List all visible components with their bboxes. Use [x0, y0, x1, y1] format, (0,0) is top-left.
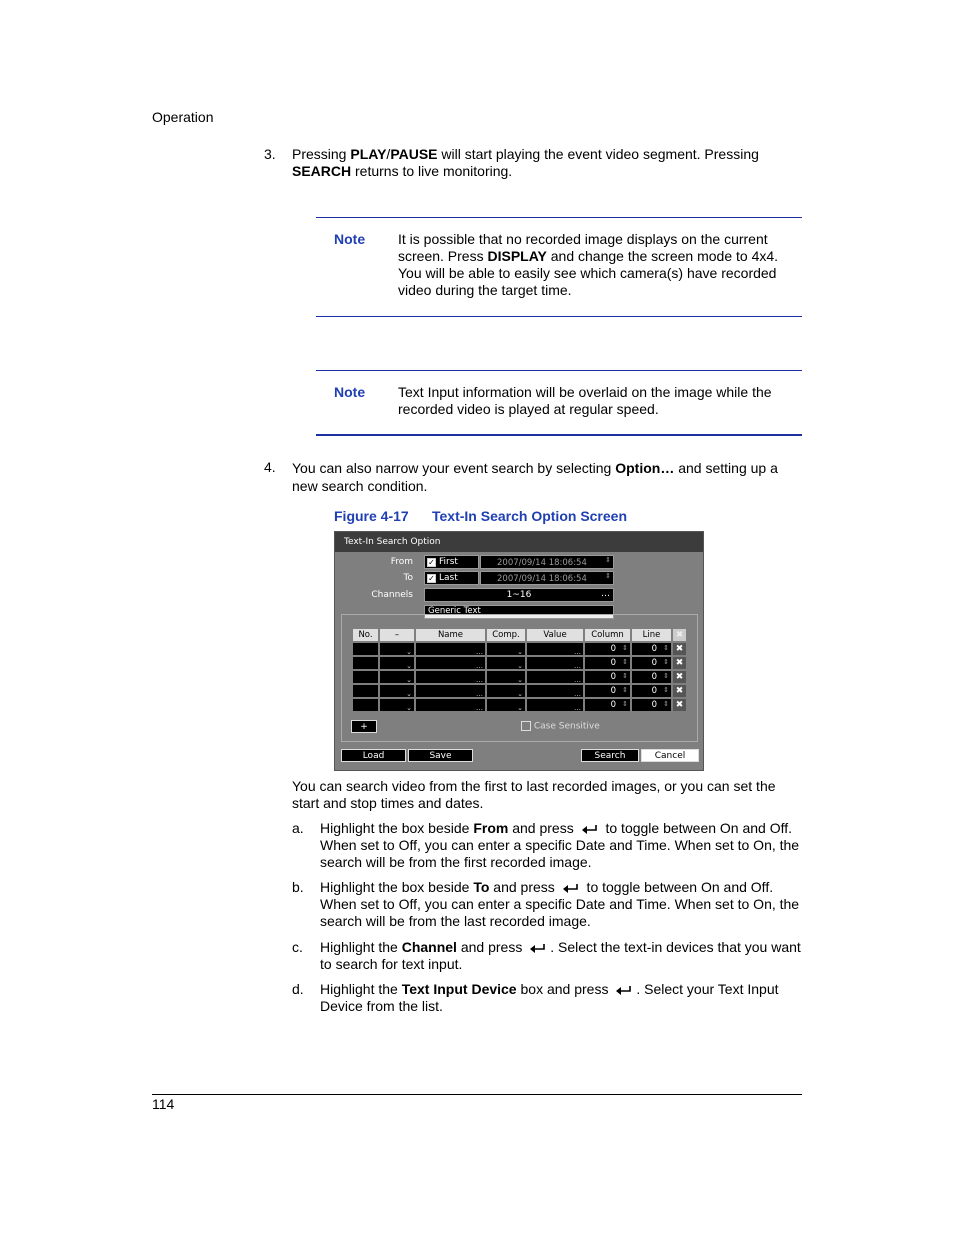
- footer-rule: [152, 1094, 802, 1095]
- line-cell[interactable]: 0 ⇕: [632, 671, 671, 683]
- line-cell[interactable]: 0 ⇕: [632, 643, 671, 655]
- dropdown-icon: ⌄: [406, 676, 412, 684]
- text-in-search-option-screen: [334, 531, 704, 771]
- table-row[interactable]: [353, 699, 686, 711]
- ellipsis-icon: …: [476, 648, 483, 656]
- text-input-device-select[interactable]: Generic Text ▼: [424, 605, 614, 619]
- spin-icon: ⇕: [622, 658, 628, 666]
- dropdown-icon: ⌄: [406, 704, 412, 712]
- dropdown-icon: ⌄: [517, 662, 523, 670]
- add-button[interactable]: +: [351, 720, 377, 733]
- col-dash: –: [380, 629, 414, 641]
- dropdown-icon: ⌄: [406, 690, 412, 698]
- line-cell[interactable]: 0 ⇕: [632, 699, 671, 711]
- step-number: 4.: [264, 459, 276, 475]
- note-rule-top: [316, 370, 802, 371]
- value-cell[interactable]: [527, 699, 583, 711]
- dash-cell[interactable]: [380, 643, 414, 655]
- item-d-text: Highlight the Text Input Device box and press . Select your Text Input Device from the list.: [320, 981, 779, 1014]
- name-cell[interactable]: [416, 685, 485, 697]
- item-b-text: Highlight the box beside To and press to toggle between On and Off. When set to Off, you can enter a specific Date and Time. When set to On, the search will be from the last recorded image.: [320, 879, 800, 929]
- name-cell[interactable]: [416, 657, 485, 669]
- dash-cell[interactable]: [380, 699, 414, 711]
- note-rule-bottom: [316, 316, 802, 317]
- item-letter: b.: [292, 879, 304, 895]
- spin-icon: ⇕: [622, 686, 628, 694]
- table-row[interactable]: [353, 643, 686, 655]
- spin-icon: ⇕: [663, 700, 669, 708]
- to-date-field[interactable]: 2007/09/14 18:06:54 ⇕: [480, 571, 614, 585]
- step-3-text: Pressing PLAY/PAUSE will start playing the event video segment. Pressing SEARCH returns to live monitoring.: [292, 146, 759, 179]
- to-label: To: [403, 573, 413, 583]
- item-c-text: Highlight the Channel and press . Select the text-in devices that you want to search for text input.: [320, 939, 801, 972]
- delete-row-icon[interactable]: ✖: [673, 657, 686, 669]
- step-4-text: You can also narrow your event search by selecting Option… and setting up a new search condition.: [292, 460, 778, 494]
- running-header: Operation: [152, 109, 214, 125]
- delete-all-icon: ✖: [673, 629, 686, 641]
- value-cell[interactable]: [527, 643, 583, 655]
- condition-table: [351, 627, 688, 713]
- spin-icon: ⇕: [605, 572, 611, 580]
- dropdown-icon: ⌄: [406, 662, 412, 670]
- enter-key-icon: [581, 824, 599, 835]
- item-a-text: Highlight the box beside From and press to toggle between On and Off. When set to Off, you can enter a specific Date and Time. When set to On, the search will be from the first recorded image.: [320, 820, 800, 870]
- no-cell[interactable]: [353, 671, 378, 683]
- value-cell[interactable]: [527, 671, 583, 683]
- enter-key-icon: [562, 883, 580, 894]
- ellipsis-icon: …: [476, 662, 483, 670]
- table-row[interactable]: [353, 685, 686, 697]
- note-text: It is possible that no recorded image displays on the current screen. Press DISPLAY and change the screen mode to 4x4. You will be able to easily see which camera(s) have recorded video during the target time.: [398, 231, 779, 298]
- name-cell[interactable]: [416, 643, 485, 655]
- search-range-paragraph: You can search video from the first to last recorded images, or you can set the start and stop times and dates.: [292, 778, 776, 811]
- col-comp: Comp.: [487, 629, 525, 641]
- no-cell[interactable]: [353, 657, 378, 669]
- line-cell[interactable]: 0 ⇕: [632, 685, 671, 697]
- table-row[interactable]: [353, 657, 686, 669]
- column-cell[interactable]: 0 ⇕: [585, 699, 630, 711]
- col-no: No.: [353, 629, 378, 641]
- to-last-checkbox[interactable]: ✓ Last: [424, 571, 479, 585]
- case-sensitive-checkbox[interactable]: Case Sensitive: [521, 721, 600, 732]
- dropdown-icon: ⌄: [517, 676, 523, 684]
- dropdown-icon: ⌄: [517, 704, 523, 712]
- from-label: From: [390, 557, 413, 567]
- ellipsis-icon: …: [574, 648, 581, 656]
- name-cell[interactable]: [416, 671, 485, 683]
- channels-field[interactable]: 1~16 …: [424, 588, 614, 602]
- table-header: [353, 629, 686, 641]
- dropdown-icon: ⌄: [517, 690, 523, 698]
- note-label: Note: [334, 384, 366, 400]
- ellipsis-icon: …: [574, 704, 581, 712]
- table-row[interactable]: [353, 671, 686, 683]
- column-cell[interactable]: 0 ⇕: [585, 685, 630, 697]
- item-letter: d.: [292, 981, 304, 997]
- note-text: Text Input information will be overlaid on the image while the recorded video is played at regular speed.: [398, 384, 772, 417]
- ellipsis-icon: …: [574, 690, 581, 698]
- figure-caption: Figure 4-17 Text-In Search Option Screen: [334, 508, 628, 524]
- spin-icon: ⇕: [622, 644, 628, 652]
- checkbox-icon: [521, 721, 531, 731]
- dash-cell[interactable]: [380, 685, 414, 697]
- spin-icon: ⇕: [663, 658, 669, 666]
- note-rule-top: [316, 217, 802, 218]
- enter-key-icon: [529, 943, 547, 954]
- spin-icon: ⇕: [663, 672, 669, 680]
- ellipsis-icon: …: [601, 589, 610, 599]
- spin-icon: ⇕: [622, 672, 628, 680]
- spin-icon: ⇕: [663, 686, 669, 694]
- item-letter: c.: [292, 939, 303, 955]
- column-cell[interactable]: 0 ⇕: [585, 657, 630, 669]
- enter-key-icon: [615, 985, 633, 996]
- comp-cell[interactable]: [487, 643, 525, 655]
- delete-row-icon[interactable]: ✖: [673, 643, 686, 655]
- comp-cell[interactable]: [487, 699, 525, 711]
- channels-label: Channels: [371, 590, 413, 600]
- from-first-checkbox[interactable]: ✓ First: [424, 555, 479, 569]
- screen-title-bar: Text-In Search Option: [335, 532, 703, 552]
- no-cell[interactable]: [353, 685, 378, 697]
- value-cell[interactable]: [527, 657, 583, 669]
- save-button[interactable]: Save: [408, 749, 473, 762]
- dropdown-icon: ⌄: [517, 648, 523, 656]
- ellipsis-icon: …: [476, 704, 483, 712]
- column-cell[interactable]: 0 ⇕: [585, 671, 630, 683]
- page-number: 114: [152, 1096, 175, 1112]
- line-cell[interactable]: 0 ⇕: [632, 657, 671, 669]
- step-number: 3.: [264, 146, 276, 162]
- comp-cell[interactable]: [487, 657, 525, 669]
- dash-cell[interactable]: [380, 657, 414, 669]
- ellipsis-icon: …: [574, 662, 581, 670]
- dropdown-icon: ⌄: [406, 648, 412, 656]
- col-name: Name: [416, 629, 485, 641]
- note-rule-bottom: [316, 434, 802, 436]
- spin-icon: ⇕: [663, 644, 669, 652]
- dropdown-icon: ▼: [605, 608, 610, 615]
- note-label: Note: [334, 231, 366, 247]
- ellipsis-icon: …: [476, 690, 483, 698]
- ellipsis-icon: …: [574, 676, 581, 684]
- column-cell[interactable]: 0 ⇕: [585, 643, 630, 655]
- dash-cell[interactable]: [380, 671, 414, 683]
- no-cell[interactable]: [353, 699, 378, 711]
- from-date-field[interactable]: 2007/09/14 18:06:54 ⇕: [480, 555, 614, 569]
- comp-cell[interactable]: [487, 685, 525, 697]
- delete-row-icon[interactable]: ✖: [673, 699, 686, 711]
- comp-cell[interactable]: [487, 671, 525, 683]
- col-line: Line: [632, 629, 671, 641]
- spin-icon: ⇕: [622, 700, 628, 708]
- search-button[interactable]: Search: [581, 749, 639, 762]
- delete-row-icon[interactable]: ✖: [673, 685, 686, 697]
- cancel-button[interactable]: Cancel: [641, 749, 699, 762]
- check-icon: ✓: [428, 558, 435, 567]
- name-cell[interactable]: [416, 699, 485, 711]
- load-button[interactable]: Load: [341, 749, 406, 762]
- no-cell[interactable]: [353, 643, 378, 655]
- check-icon: ✓: [428, 574, 435, 583]
- delete-row-icon[interactable]: ✖: [673, 671, 686, 683]
- col-column: Column: [585, 629, 630, 641]
- col-value: Value: [527, 629, 583, 641]
- item-letter: a.: [292, 820, 304, 836]
- value-cell[interactable]: [527, 685, 583, 697]
- ellipsis-icon: …: [476, 676, 483, 684]
- spin-icon: ⇕: [605, 556, 611, 564]
